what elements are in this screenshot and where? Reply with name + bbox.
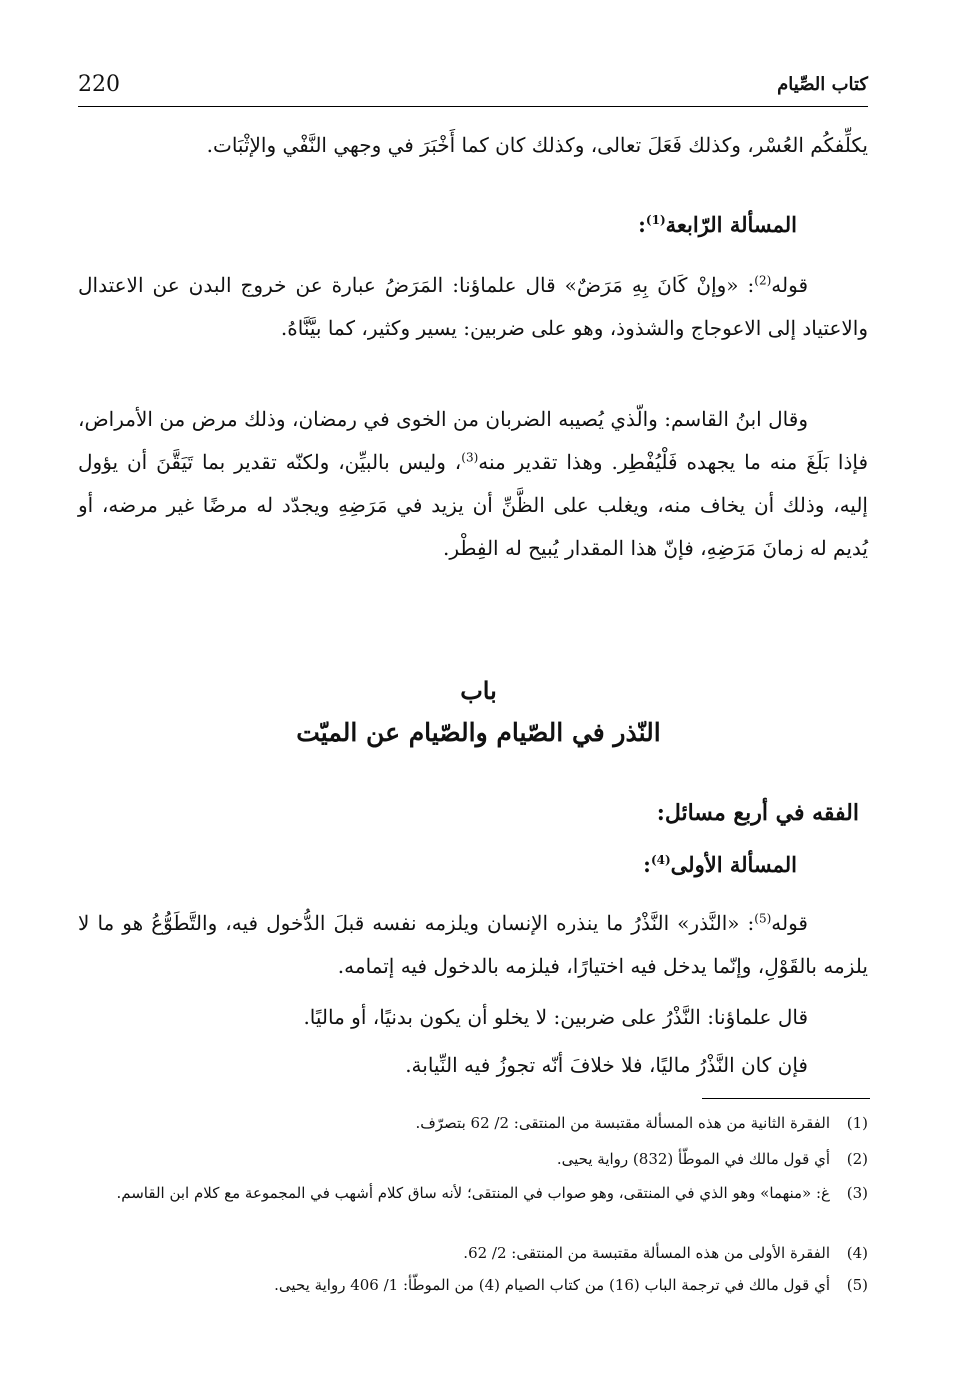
paragraph-text-continued: ، وليس بالبيِّن، ولكنّه تقدير بما تَيَقَّنَ أن يؤول إليه، وذلك أن يخاف منه، ويغلب على الظَّنِّ أن يزيد في مَرَضِهِ ويجدّد له مرضًا غير مرضه، أو يُديم له زمانَ مَرَضِهِ، فإنّ هذا المقدار يُبيح له الفِطْر. bbox=[78, 450, 868, 560]
running-title: كتاب الصِّيام bbox=[777, 74, 868, 95]
footnote-rule bbox=[702, 1098, 870, 1099]
fiqh-heading: الفقه في أربع مسائل: bbox=[656, 800, 859, 826]
section-heading-first bbox=[643, 852, 797, 877]
paragraph-continuation: يكلِّفكُم العُسْر، وكذلك فَعَلَ تعالى، وكذلك كان كما أَخْبَرَ في وجهي النَّفْي والإثْبَات. bbox=[206, 133, 868, 157]
section-heading-fourth bbox=[638, 212, 797, 237]
footnote-text: الفقرة الثانية من هذه المسألة مقتبسة من المنتقى: 2/ 62 بتصرّف. bbox=[415, 1114, 830, 1132]
footnote-number: (1) bbox=[846, 1114, 868, 1132]
section-heading-title: المسألة الأولى bbox=[670, 852, 797, 877]
paragraph-nadhr-mali: فإن كان النَّذْرُ ماليًا، فلا خلافَ أنّه تجوزُ فيه النِّيابة. bbox=[405, 1053, 808, 1077]
paragraph-ulamauna: قال علماؤنا: النَّذْرُ على ضربين: لا يخلو أن يكون بدنيًا، أو ماليًا. bbox=[303, 1005, 808, 1029]
heading-colon: : bbox=[638, 212, 646, 237]
footnote-5 bbox=[78, 1272, 868, 1298]
paragraph-text: وقال ابنُ القاسم: والّذي يُصيبه الضربان من الخوى في رمضان، وذلك مرض من الأمراض، فإذا بَلَغَ منه ما يجهده فَلْيُفْطِر. وهذا تقدير منه bbox=[78, 407, 868, 474]
footnote-text: غ: «منهما» وهو الذي في المنتقى، وهو صواب في المنتقى؛ لأنه ساق كلام أشهب في المجموعة مع كلام ابن القاسم. bbox=[116, 1184, 830, 1202]
footnote-ref: (3) bbox=[461, 450, 479, 465]
footnote-text: الفقرة الأولى من هذه المسألة مقتبسة من المنتقى: 2/ 62. bbox=[463, 1244, 830, 1262]
chapter-title: النّذر في الصّيام والصّيام عن الميّت bbox=[296, 718, 661, 747]
page-header bbox=[78, 72, 868, 106]
footnote-ref: (2) bbox=[754, 273, 772, 288]
lead-word: قوله bbox=[771, 911, 808, 935]
lead-word: قوله bbox=[771, 273, 809, 297]
footnote-2 bbox=[78, 1146, 868, 1172]
footnote-1 bbox=[78, 1110, 868, 1136]
paragraph-text: : «وإنْ كَانَ بِهِ مَرَضٌ» قال علماؤنا: المَرَضُ عبارة عن خروج البدن عن الاعتدال والاعتياد إلى الاعوجاج والشذوذ، وهو على ضربين: يسير وكثير، كما بيَّنَّاهُ. bbox=[78, 273, 868, 340]
footnote-ref: (5) bbox=[754, 911, 772, 926]
footnote-3 bbox=[78, 1180, 868, 1206]
header-rule bbox=[78, 106, 868, 107]
footnote-ref: (1) bbox=[645, 213, 666, 227]
section-heading-title: المسألة الرّابعة bbox=[665, 212, 797, 237]
heading-colon: : bbox=[643, 852, 651, 877]
paragraph-ibn-qasim bbox=[78, 398, 868, 570]
footnote-number: (3) bbox=[846, 1184, 868, 1202]
footnote-ref: (4) bbox=[650, 853, 671, 867]
footnote-number: (4) bbox=[846, 1244, 868, 1262]
paragraph-text: : «النَّذر» النَّذْرُ ما ينذره الإنسان ويلزمه نفسه قبلَ الدُّخول فيه، والتَّطَوُّعُ هو ما لا يلزمه بالقَوْلِ، وإنّما يدخل فيه اختيارًا، فيلزمه بالدخول فيه إتمامه. bbox=[78, 911, 868, 978]
footnote-4 bbox=[78, 1240, 868, 1266]
paragraph-qawluhu-marad bbox=[78, 264, 868, 350]
footnote-number: (2) bbox=[846, 1150, 868, 1168]
paragraph-qawluhu-nadhr bbox=[78, 902, 868, 988]
footnote-number: (5) bbox=[846, 1276, 868, 1294]
chapter-bab: باب bbox=[460, 676, 497, 705]
footnote-text: أي قول مالك في الموطّأ (832) رواية يحيى. bbox=[556, 1150, 830, 1168]
footnote-text: أي قول مالك في ترجمة الباب (16) من كتاب الصيام (4) من الموطّأ: 1/ 406 رواية يحيى. bbox=[274, 1276, 830, 1294]
page-number: 220 bbox=[78, 72, 120, 97]
